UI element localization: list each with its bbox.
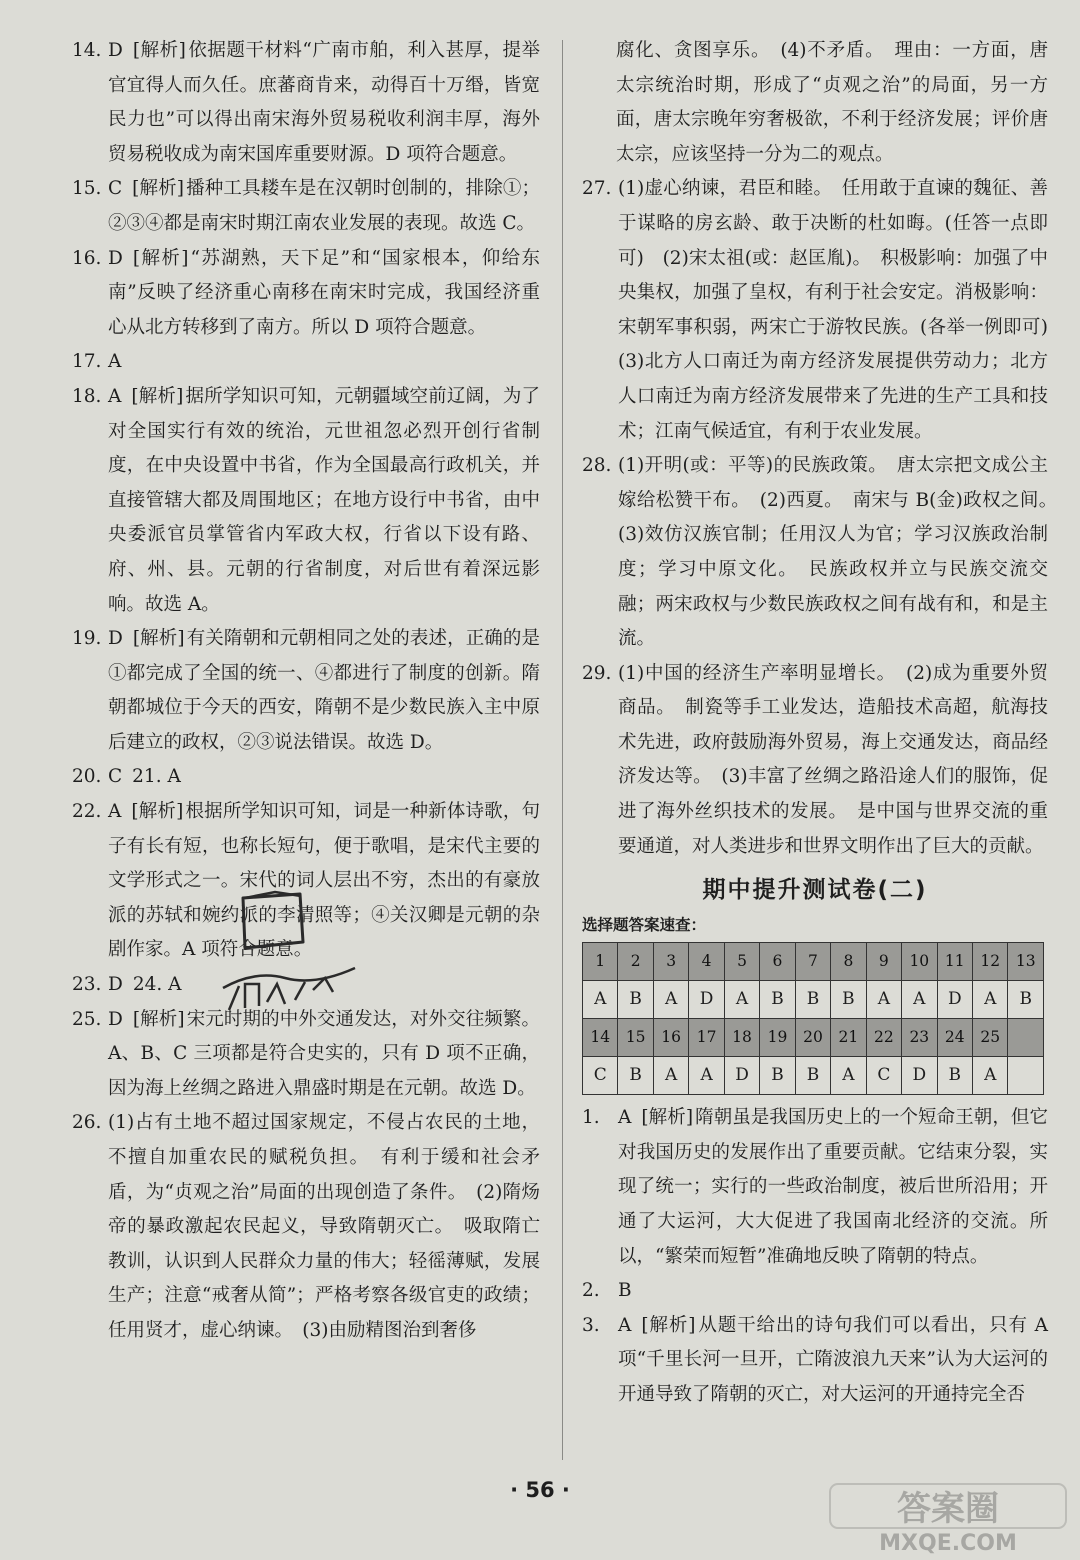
answer-item	[582, 1309, 1048, 1413]
answer-cell: B	[760, 981, 795, 1019]
answer-key-number-row	[583, 943, 1044, 981]
question-number-cell: 9	[866, 943, 901, 981]
answer-cell: B	[1008, 981, 1044, 1019]
answer-letter: C	[108, 178, 123, 200]
question-number: 2.	[582, 1280, 600, 1302]
question-number-cell: 18	[724, 1019, 759, 1057]
answer-item	[582, 1274, 1048, 1309]
answer-cell: A	[972, 981, 1007, 1019]
question-number: 20.	[72, 766, 102, 788]
answer-cell: C	[583, 1057, 618, 1095]
answer-letter: A	[618, 1107, 632, 1129]
question-number-cell: 2	[618, 943, 653, 981]
answer-item	[72, 345, 540, 380]
analysis-tag: [解析]	[132, 628, 185, 650]
analysis-tag: [解析]	[641, 1107, 694, 1129]
page-number: · 56 ·	[510, 1478, 570, 1502]
watermark-sub: MXQE.COM	[879, 1531, 1017, 1556]
answer-text: 有关隋朝和元朝相同之处的表述，正确的是①都完成了全国的统一、④都进行了制度的创新。隋朝都城位于今天的西安，隋朝不是少数民族入主中原后建立的政权，②③说法错误。故选 D。	[108, 628, 540, 753]
question-number-cell: 16	[653, 1019, 688, 1057]
answer-text: 播种工具耧车是在汉朝时创制的，排除①；②③④都是南宋时期江南农业发展的表现。故选 C。	[108, 178, 540, 234]
answer-text: (1)中国的经济生产率明显增长。 (2)成为重要外贸商品。 制瓷等手工业发达，造船技术高超，航海技术先进，政府鼓励海外贸易，海上交通发达，商品经济发达等。 (3)丰富了丝绸之路沿途人们的服饰，促进了海外丝织技术的发展。 是中国与世界交流的重要通道，对人类进步和世界文明作出了巨大的贡献。	[618, 662, 1048, 857]
answer-text: 根据所学知识可知，词是一种新体诗歌，句子有长有短，也称长短句，便于歌唱，是宋代主要的文学形式之一。宋代的词人层出不穷，杰出的有豪放派的苏轼和婉约派的李清照等；④关汉卿是元朝的杂剧作家。A 项符合题意。	[108, 801, 540, 961]
answer-text: (1)占有土地不超过国家规定，不侵占农民的土地，不擅自加重农民的赋税负担。 有利于缓和社会矛盾，为“贞观之治”局面的出现创造了条件。 (2)隋炀帝的暴政激起农民起义，导致隋朝灭亡。 吸取隋亡教训，认识到人民群众力量的伟大；轻徭薄赋，发展生产；注意“戒奢从简”；严格考察各级官吏的政绩；任用贤才，虚心纳谏。 (3)由励精图治到奢侈	[108, 1112, 540, 1341]
question-number-cell: 6	[760, 943, 795, 981]
handwritten-scribble	[215, 870, 365, 1020]
answer-cell: A	[724, 981, 759, 1019]
answer-cell: D	[689, 981, 724, 1019]
answer-letter: D	[108, 1008, 123, 1030]
question-number-cell: 13	[1008, 943, 1044, 981]
answer-item	[582, 172, 1067, 449]
answer-letter: D	[108, 628, 123, 650]
question-number: 23.	[72, 974, 102, 996]
answer-letter: C	[108, 766, 123, 788]
answer-cell: B	[795, 1057, 830, 1095]
answer-cell: B	[760, 1057, 795, 1095]
answer-cell: B	[795, 981, 830, 1019]
answer-cell: D	[937, 981, 972, 1019]
watermark-main: 答案圈	[897, 1489, 999, 1529]
answer-item	[582, 657, 1048, 865]
site-watermark-logo	[828, 1480, 1073, 1556]
question-number-cell: 4	[689, 943, 724, 981]
answer-letter: D	[108, 974, 123, 996]
answer-text: 隋朝虽是我国历史上的一个短命王朝，但它对我国历史的发展作出了重要贡献。它结束分裂，实现了统一；实行的一些政治制度，被后世所沿用；开通了大运河，大大促进了我国南北经济的交流。所以，“繁荣而短暂”准确地反映了隋朝的特点。	[618, 1107, 1048, 1267]
answer-cell: A	[653, 1057, 688, 1095]
question-number-cell: 22	[866, 1019, 901, 1057]
answer-cell: C	[866, 1057, 901, 1095]
question-number: 25.	[72, 1008, 102, 1030]
analysis-tag: [解析]	[132, 1008, 185, 1030]
analysis-tag: [解析]	[132, 40, 186, 61]
question-number: 15.	[72, 178, 102, 200]
answer-cell: D	[724, 1057, 759, 1095]
answer-text: (1)开明(或：平等)的民族政策。 唐太宗把文成公主嫁给松赞干布。 (2)西夏。 南宋与 B(金)政权之间。 (3)效仿汉族官制；任用汉人为官；学习汉族政治制度；学习中原文化。 民族政权并立与民族交流交融；两宋政权与少数民族政权之间有战有和，和是主流。	[618, 455, 1067, 650]
answer-cell: D	[902, 1057, 937, 1095]
question-number: 29.	[582, 662, 612, 684]
answer-letter: A	[618, 1314, 632, 1336]
answer-cell: A	[689, 1057, 724, 1095]
answer-letter: D	[108, 247, 123, 269]
question-number: 1.	[582, 1107, 600, 1129]
answer-letter: D	[108, 40, 123, 61]
answer-text: 依据题干材料“广南市舶，利入甚厚，提举官宜得人而久任。庶蕃商肯来，动得百十万缗，皆宽民力也”可以得出南宋海外贸易税收利润丰厚，海外贸易税收成为南宋国库重要财源。D 项符合题意。	[108, 40, 541, 165]
analysis-tag: [解析]	[641, 1314, 696, 1336]
question-number: 17.	[72, 351, 102, 373]
answer-text: 24. A	[132, 974, 182, 996]
answer-item	[72, 760, 540, 795]
answer-text: 据所学知识可知，元朝疆域空前辽阔，为了对全国实行有效的统治，元世祖忽必烈开创行省制度，在中央设置中书省，作为全国最高行政机关，并直接管辖大都及周围地区；在地方设行中书省，由中央委派官员掌管省内军政大权，行省以下设有路、府、州、县。元朝的行省制度，对后世有着深远影响。故选 A。	[108, 385, 540, 615]
question-number-cell: 11	[937, 943, 972, 981]
question-number: 22.	[72, 801, 102, 823]
analysis-tag: [解析]	[131, 801, 184, 823]
answer-cell: A	[972, 1057, 1007, 1095]
column-divider	[562, 40, 563, 1460]
answer-cell: A	[902, 981, 937, 1019]
answer-text: “苏湖熟，天下足”和“国家根本，仰给东南”反映了经济重心南移在南宋时完成，我国经济重心从北方转移到了南方。所以 D 项符合题意。	[108, 247, 541, 338]
answer-text: 宋元时期的中外交通发达，对外交往频繁。A、B、C 三项都是符合史实的，只有 D 项不正确，因为海上丝绸之路进入鼎盛时期是在元朝。故选 D。	[108, 1008, 540, 1099]
question-number-cell	[1008, 1019, 1044, 1057]
question-number-cell: 23	[902, 1019, 937, 1057]
question-number-cell: 15	[618, 1019, 653, 1057]
continued-answer-26: 腐化、贪图享乐。 (4)不矛盾。 理由：一方面，唐太宗统治时期，形成了“贞观之治”的局面，另一方面，唐太宗晚年穷奢极欲，不利于经济发展；评价唐太宗，应该坚持一分为二的观点。	[616, 40, 1048, 165]
question-number-cell: 21	[831, 1019, 866, 1057]
question-number-cell: 3	[653, 943, 688, 981]
answer-text: 21. A	[132, 766, 181, 788]
answer-item	[72, 380, 540, 622]
answer-key-answer-row	[583, 981, 1044, 1019]
answer-cell: B	[937, 1057, 972, 1095]
answer-key-answer-row	[583, 1057, 1044, 1095]
question-number: 16.	[72, 247, 102, 269]
question-number-cell: 14	[583, 1019, 618, 1057]
answer-letter: A	[108, 385, 122, 407]
answer-cell: A	[831, 1057, 866, 1095]
left-column	[72, 34, 540, 1349]
analysis-tag: [解析]	[132, 178, 184, 200]
answer-text: 从题干给出的诗句我们可以看出，只有 A 项“千里长河一旦开，亡隋波浪九天来”认为大运河的开通导致了隋朝的灭亡，对大运河的开通持完全否	[618, 1314, 1048, 1405]
question-number-cell: 17	[689, 1019, 724, 1057]
answer-item	[72, 242, 540, 346]
question-number: 27.	[582, 178, 612, 200]
answer-item	[582, 449, 1067, 657]
question-number-cell: 10	[902, 943, 937, 981]
question-number-cell: 19	[760, 1019, 795, 1057]
answer-item	[72, 34, 540, 172]
answer-letter: A	[108, 351, 122, 373]
question-number-cell: 20	[795, 1019, 830, 1057]
answer-cell: B	[831, 981, 866, 1019]
question-number: 28.	[582, 455, 612, 477]
answer-cell	[1008, 1057, 1044, 1095]
question-number-cell: 7	[795, 943, 830, 981]
answer-letter: A	[108, 801, 122, 823]
answer-cell: B	[618, 981, 653, 1019]
answer-key-label: 选择题答案速查：	[582, 916, 707, 935]
question-number-cell: 1	[583, 943, 618, 981]
answer-item	[72, 1106, 540, 1348]
question-number-cell: 12	[972, 943, 1007, 981]
answer-key-table	[582, 942, 1044, 1095]
question-number-cell: 24	[937, 1019, 972, 1057]
question-number: 18.	[72, 385, 102, 407]
question-number-cell: 8	[831, 943, 866, 981]
section-title: 期中提升测试卷(二)	[702, 877, 928, 904]
question-number: 3.	[582, 1314, 600, 1336]
analysis-tag: [解析]	[132, 247, 189, 269]
answer-cell: A	[653, 981, 688, 1019]
answer-cell: B	[618, 1057, 653, 1095]
answer-item	[72, 172, 540, 241]
answer-item	[72, 622, 540, 760]
analysis-tag: [解析]	[131, 385, 184, 407]
answer-cell: A	[583, 981, 618, 1019]
question-number: 14.	[72, 40, 102, 61]
answer-key-number-row	[583, 1019, 1044, 1057]
question-number-cell: 25	[972, 1019, 1007, 1057]
question-number: 26.	[72, 1112, 102, 1134]
question-number-cell: 5	[724, 943, 759, 981]
answer-cell: A	[866, 981, 901, 1019]
answer-text: (1)虚心纳谏，君臣和睦。 任用敢于直谏的魏征、善于谋略的房玄龄、敢于决断的杜如晦。(任答一点即可) (2)宋太祖(或：赵匡胤)。 积极影响：加强了中央集权，加强了皇权，有利于社会安定。消极影响：宋朝军事积弱，两宋亡于游牧民族。(各举一例即可) (3)北方人口南迁为南方经济发展提供劳动力；北方人口南迁为南方经济发展带来了先进的生产工具和技术；江南气候适宜，有利于农业发展。	[618, 178, 1067, 442]
answer-letter: B	[618, 1280, 632, 1302]
answer-item	[582, 1101, 1048, 1274]
right-column	[582, 34, 1067, 1413]
question-number: 19.	[72, 628, 102, 650]
